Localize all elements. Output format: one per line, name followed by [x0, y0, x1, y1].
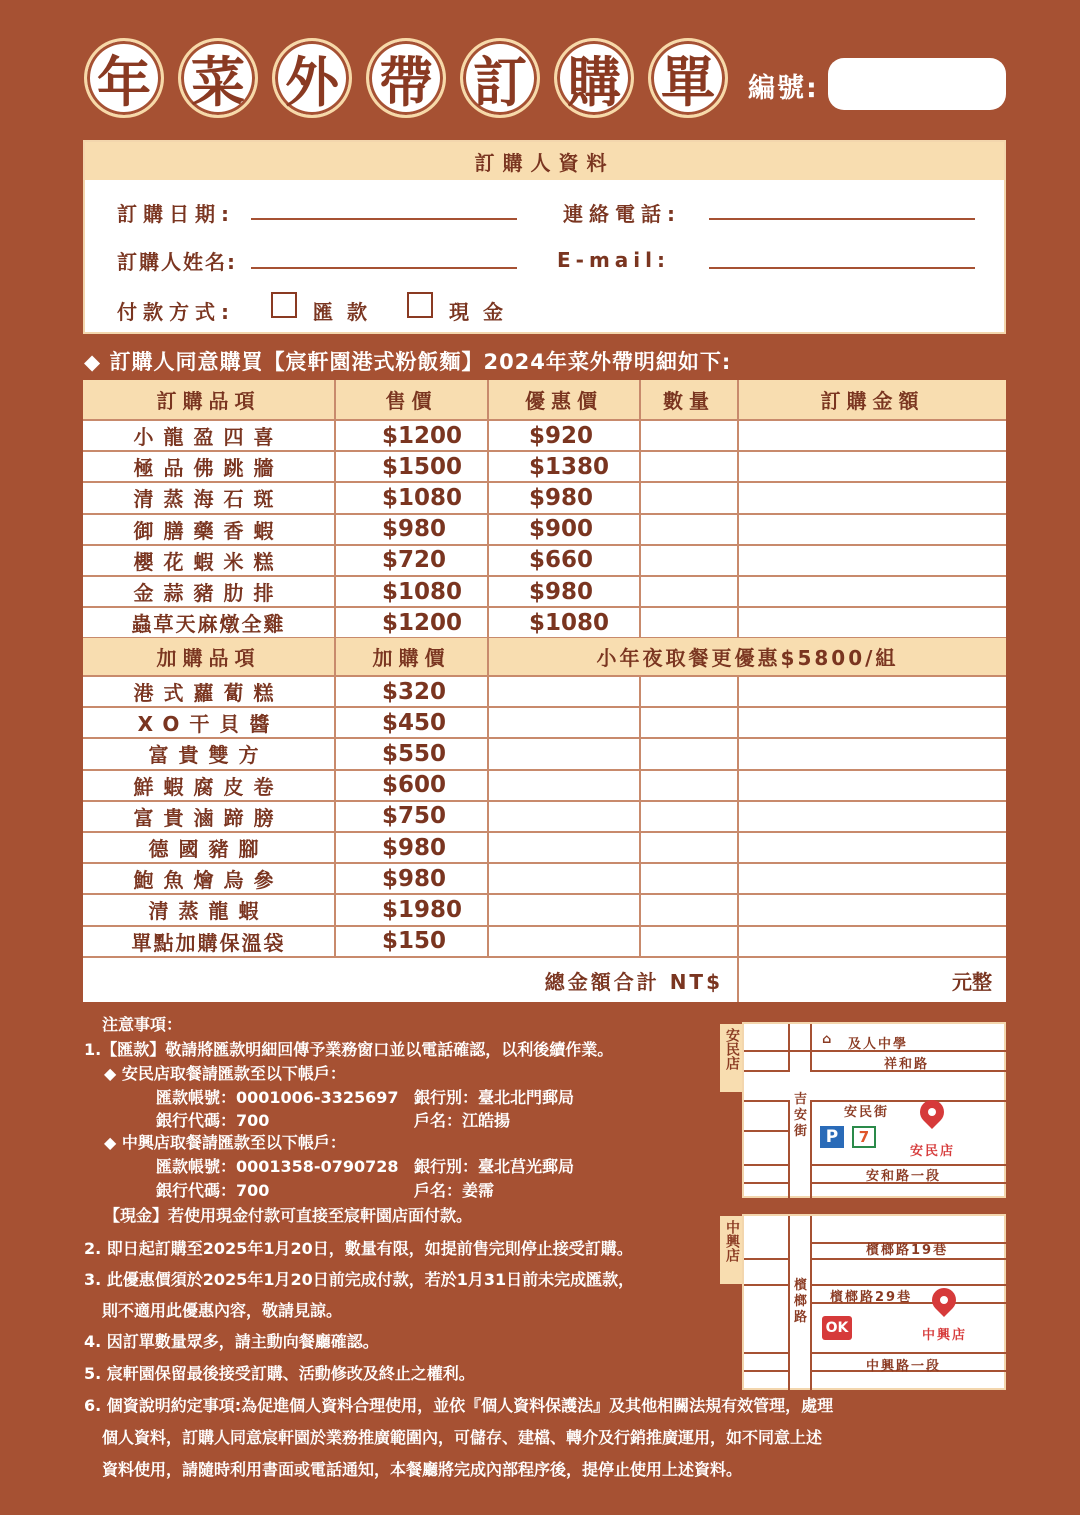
- addon-amount-field[interactable]: [739, 677, 1006, 708]
- pay-cash-checkbox[interactable]: [407, 292, 433, 318]
- addon-amount-field[interactable]: [739, 708, 1006, 739]
- addon-blank: [489, 895, 641, 926]
- addon-qty-field[interactable]: [641, 771, 739, 802]
- zx-bank: 銀行別：臺北莒光郵局: [414, 1157, 575, 1176]
- addon-name: 富貴雙方: [83, 739, 336, 770]
- addon-amount-field[interactable]: [739, 771, 1006, 802]
- map2-road3: 檳榔路: [794, 1278, 808, 1325]
- addon-name: 富貴滷蹄膀: [83, 802, 336, 833]
- item-sale-price: $980: [489, 577, 641, 608]
- item-sale-price: $980: [489, 483, 641, 514]
- item-name: 蟲草天麻燉全雞: [83, 608, 336, 639]
- payment-label: 付款方式:: [117, 300, 235, 324]
- item-sale-price: $660: [489, 546, 641, 577]
- addon-price: $980: [336, 833, 489, 864]
- pay-cash-label: 現金: [449, 300, 517, 324]
- item-qty-field[interactable]: [641, 608, 739, 639]
- addon-blank: [489, 708, 641, 739]
- header-sale: 優惠價: [489, 380, 641, 421]
- item-amount-field[interactable]: [739, 452, 1006, 483]
- item-qty-field[interactable]: [641, 421, 739, 452]
- map1-tab-label: 安民店: [724, 1028, 740, 1070]
- note-3a: 3. 此優惠價須於2025年1月20日前完成付款，若於1月31日前未完成匯款，: [84, 1270, 635, 1289]
- anmin-account-name: 戶名：江皓揚: [414, 1111, 511, 1130]
- item-sale-price: $920: [489, 421, 641, 452]
- notes-heading: 注意事項：: [102, 1015, 183, 1034]
- title-char: 單: [648, 38, 728, 118]
- pay-transfer-checkbox[interactable]: [271, 292, 297, 318]
- title-char: 購: [554, 38, 634, 118]
- map2-tab: [720, 1216, 744, 1284]
- addon-qty-field[interactable]: [641, 927, 739, 958]
- addon-price: $320: [336, 677, 489, 708]
- map2-road1: 檳榔路19巷: [866, 1243, 949, 1258]
- location-pin-icon: [927, 1283, 961, 1317]
- map-zhongxing: [742, 1214, 1006, 1390]
- anmin-bank-code: 銀行代碼：700: [156, 1111, 270, 1130]
- item-qty-field[interactable]: [641, 577, 739, 608]
- header-amount: 訂購金額: [739, 380, 1006, 421]
- addon-amount-field[interactable]: [739, 864, 1006, 895]
- item-price: $1500: [336, 452, 489, 483]
- header-qty: 數量: [641, 380, 739, 421]
- zx-account-name: 戶名：姜霈: [414, 1181, 495, 1200]
- orderer-info-heading: 訂購人資料: [85, 142, 1004, 180]
- item-amount-field[interactable]: [739, 483, 1006, 514]
- header-item: 訂購品項: [83, 380, 336, 421]
- addon-qty-field[interactable]: [641, 895, 739, 926]
- addon-amount-field[interactable]: [739, 927, 1006, 958]
- note-4: 4. 因訂單數量眾多，請主動向餐廳確認。: [84, 1332, 379, 1351]
- school-icon: ⌂: [822, 1032, 834, 1047]
- note-6b: 個人資料，訂購人同意宸軒園於業務推廣範圍內，可儲存、建檔、轉介及行銷推廣運用，如不同意上述: [102, 1428, 823, 1447]
- map1-road4: 安和路一段: [866, 1169, 942, 1184]
- addon-qty-field[interactable]: [641, 739, 739, 770]
- note-1: 1.【匯款】敬請將匯款明細回傳予業務窗口並以電話確認，以利後續作業。: [84, 1040, 614, 1059]
- form-title: [84, 38, 728, 118]
- note-2: 2. 即日起訂購至2025年1月20日，數量有限，如提前售完則停止接受訂購。: [84, 1239, 633, 1258]
- item-amount-field[interactable]: [739, 577, 1006, 608]
- addon-blank: [489, 771, 641, 802]
- addon-amount-field[interactable]: [739, 802, 1006, 833]
- map2-tab-label: 中興店: [724, 1220, 740, 1262]
- email-label: E-mail:: [557, 248, 671, 272]
- item-amount-field[interactable]: [739, 546, 1006, 577]
- map-anmin: [742, 1022, 1006, 1198]
- anmin-bank: 銀行別：臺北北門郵局: [414, 1088, 575, 1107]
- phone-field[interactable]: [709, 218, 975, 220]
- convenience-store-icon: 7: [852, 1126, 876, 1148]
- item-price: $720: [336, 546, 489, 577]
- addon-qty-field[interactable]: [641, 864, 739, 895]
- item-price: $1200: [336, 608, 489, 639]
- addon-blank: [489, 739, 641, 770]
- addon-price: $150: [336, 927, 489, 958]
- zx-bank-code: 銀行代碼：700: [156, 1181, 270, 1200]
- item-qty-field[interactable]: [641, 483, 739, 514]
- addon-blank: [489, 833, 641, 864]
- item-qty-field[interactable]: [641, 546, 739, 577]
- addon-blank: [489, 802, 641, 833]
- addon-name: 鮮蝦腐皮卷: [83, 771, 336, 802]
- addon-price: $550: [336, 739, 489, 770]
- item-price: $1080: [336, 577, 489, 608]
- order-table: [83, 380, 1006, 1002]
- item-qty-field[interactable]: [641, 452, 739, 483]
- order-date-field[interactable]: [251, 218, 517, 220]
- parking-icon: P: [820, 1126, 844, 1148]
- ok-mart-icon: OK: [822, 1316, 852, 1340]
- phone-label: 連絡電話:: [563, 202, 681, 226]
- zx-account-heading: ◆ 中興店取餐請匯款至以下帳戶：: [104, 1133, 346, 1152]
- addon-price: $600: [336, 771, 489, 802]
- header-price: 售價: [336, 380, 489, 421]
- item-amount-field[interactable]: [739, 608, 1006, 639]
- note-5: 5. 宸軒園保留最後接受訂購、活動修改及終止之權利。: [84, 1364, 475, 1383]
- item-sale-price: $900: [489, 515, 641, 546]
- addon-name: XO干貝醬: [83, 708, 336, 739]
- addon-name: 鮑魚燴烏參: [83, 864, 336, 895]
- item-sale-price: $1080: [489, 608, 641, 639]
- addon-qty-field[interactable]: [641, 833, 739, 864]
- agreement-text: ◆ 訂購人同意購買【宸軒園港式粉飯麵】2024年菜外帶明細如下:: [84, 350, 732, 374]
- item-name: 金蒜豬肋排: [83, 577, 336, 608]
- note-3b: 則不適用此優惠內容，敬請見諒。: [102, 1301, 343, 1320]
- addon-amount-field[interactable]: [739, 895, 1006, 926]
- item-sale-price: $1380: [489, 452, 641, 483]
- map1-road3: 吉安街: [794, 1092, 808, 1139]
- addon-name: 單點加購保溫袋: [83, 927, 336, 958]
- addon-name: 德國豬腳: [83, 833, 336, 864]
- addon-blank: [489, 927, 641, 958]
- orderer-info-section: [83, 140, 1006, 334]
- total-amount-field[interactable]: 元整: [952, 969, 992, 994]
- anmin-account-heading: ◆ 安民店取餐請匯款至以下帳戶：: [104, 1064, 346, 1083]
- title-char: 菜: [178, 38, 258, 118]
- addon-header: 加購品項: [83, 638, 336, 677]
- map2-road4: 中興路一段: [866, 1359, 942, 1374]
- map1-tab: [720, 1024, 744, 1092]
- map2-road2: 檳榔路29巷: [830, 1290, 913, 1305]
- addon-price: $1980: [336, 895, 489, 926]
- addon-blank: [489, 677, 641, 708]
- item-price: $980: [336, 515, 489, 546]
- pay-transfer-label: 匯款: [313, 300, 381, 324]
- addon-name: 港式蘿蔔糕: [83, 677, 336, 708]
- map2-store: 中興店: [922, 1328, 968, 1343]
- email-field[interactable]: [709, 267, 975, 269]
- addon-amount-field[interactable]: [739, 739, 1006, 770]
- addon-price: $980: [336, 864, 489, 895]
- serial-label: 編號:: [748, 73, 819, 104]
- anmin-account-number: 匯款帳號：0001006-3325697: [156, 1088, 399, 1107]
- item-price: $1080: [336, 483, 489, 514]
- map1-school: 及人中學: [848, 1037, 909, 1052]
- addon-price: $450: [336, 708, 489, 739]
- title-char: 外: [272, 38, 352, 118]
- promo-banner: 小年夜取餐更優惠$5800/組: [489, 638, 1006, 677]
- item-price: $1200: [336, 421, 489, 452]
- total-label: 總金額合計 NT$: [83, 958, 739, 1002]
- note-6c: 資料使用，請隨時利用書面或電話通知，本餐廳將完成內部程序後，提停止使用上述資料。: [102, 1460, 743, 1479]
- cash-note: 【現金】若使用現金付款可直接至宸軒園店面付款。: [104, 1206, 473, 1225]
- note-6a: 6. 個資說明約定事項:為促進個人資料合理使用，並依『個人資料保護法』及其他相關法規有效管理，處理: [84, 1396, 834, 1415]
- map1-store: 安民店: [910, 1144, 956, 1159]
- zx-account-number: 匯款帳號：0001358-0790728: [156, 1157, 399, 1176]
- item-amount-field[interactable]: [739, 515, 1006, 546]
- addon-price-header: 加購價: [336, 638, 489, 677]
- title-char: 訂: [460, 38, 540, 118]
- item-name: 櫻花蝦米糕: [83, 546, 336, 577]
- order-date-label: 訂購日期:: [117, 202, 235, 226]
- addon-price: $750: [336, 802, 489, 833]
- addon-amount-field[interactable]: [739, 833, 1006, 864]
- addon-qty-field[interactable]: [641, 802, 739, 833]
- orderer-name-label: 訂購人姓名:: [117, 250, 237, 274]
- item-qty-field[interactable]: [641, 515, 739, 546]
- addon-name: 清蒸龍蝦: [83, 895, 336, 926]
- addon-qty-field[interactable]: [641, 677, 739, 708]
- item-name: 清蒸海石斑: [83, 483, 336, 514]
- item-name: 極品佛跳牆: [83, 452, 336, 483]
- serial-number-field[interactable]: [828, 58, 1006, 110]
- orderer-name-field[interactable]: [251, 267, 517, 269]
- addon-qty-field[interactable]: [641, 708, 739, 739]
- addon-blank: [489, 864, 641, 895]
- title-char: 年: [84, 38, 164, 118]
- item-name: 小龍盈四喜: [83, 421, 336, 452]
- item-amount-field[interactable]: [739, 421, 1006, 452]
- title-char: 帶: [366, 38, 446, 118]
- map1-road2: 安民街: [844, 1105, 890, 1120]
- map1-road1: 祥和路: [884, 1057, 930, 1072]
- item-name: 御膳藥香蝦: [83, 515, 336, 546]
